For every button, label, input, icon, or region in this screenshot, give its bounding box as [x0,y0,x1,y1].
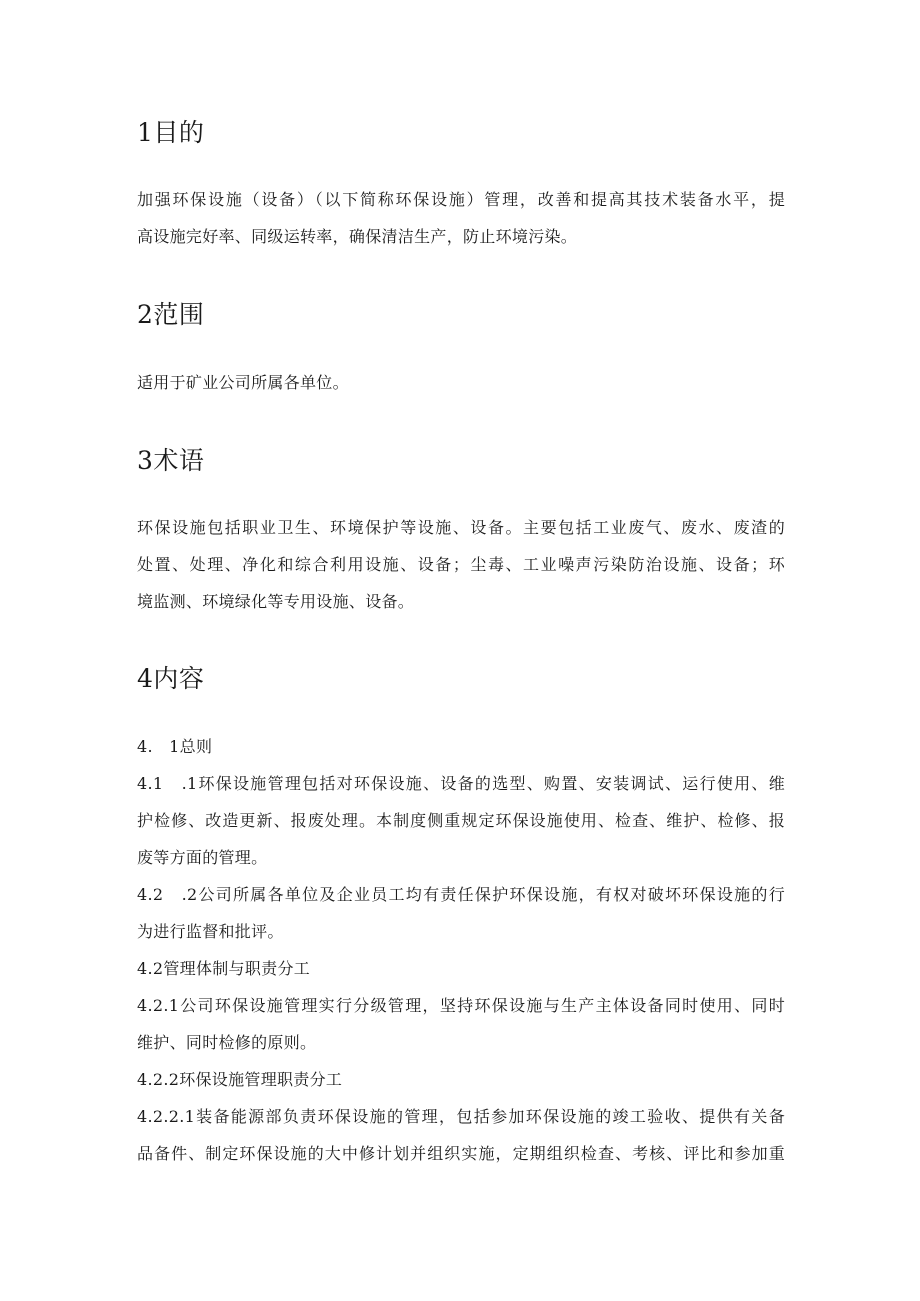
section-heading-terms: 3术语 [137,446,205,475]
subsection-heading: 4.2.2环保设施管理职责分工 [137,1070,343,1089]
paragraph-line: 4.2.1公司环保设施管理实行分级管理，坚持环保设施与生产主体设备同时使用、同时 [137,996,785,1015]
paragraph-line: 品备件、制定环保设施的大中修计划并组织实施，定期组织检查、考核、评比和参加重 [137,1144,785,1163]
paragraph-line: 高设施完好率、同级运转率，确保清洁生产，防止环境污染。 [137,227,578,246]
paragraph-line: 适用于矿业公司所属各单位。 [137,373,349,392]
paragraph-line: 为进行监督和批评。 [137,922,284,941]
subsection-heading: 4.2管理体制与职责分工 [137,959,311,978]
paragraph-line: 环保设施包括职业卫生、环境保护等设施、设备。主要包括工业废气、废水、废渣的 [137,518,785,537]
section-heading-purpose: 1目的 [137,118,205,147]
paragraph-line: 护检修、改造更新、报废处理。本制度侧重规定环保设施使用、检查、维护、检修、报 [137,811,785,830]
paragraph-line: 4.2.2.1装备能源部负责环保设施的管理，包括参加环保设施的竣工验收、提供有关备 [137,1107,785,1126]
paragraph-line: 加强环保设施（设备）（以下简称环保设施）管理，改善和提高其技术装备水平，提 [137,190,785,209]
paragraph-line: 4.1 .1环保设施管理包括对环保设施、设备的选型、购置、安装调试、运行使用、维 [137,774,785,793]
paragraph-line: 维护、同时检修的原则。 [137,1033,317,1052]
section-heading-scope: 2范围 [137,300,205,329]
subsection-heading: 4. 1总则 [137,737,213,756]
paragraph-line: 4.2 .2公司所属各单位及企业员工均有责任保护环保设施，有权对破坏环保设施的行 [137,885,785,904]
section-heading-content: 4内容 [137,664,205,693]
paragraph-line: 处置、处理、净化和综合利用设施、设备；尘毒、工业噪声污染防治设施、设备；环 [137,555,785,574]
paragraph-line: 废等方面的管理。 [137,848,268,867]
paragraph-line: 境监测、环境绿化等专用设施、设备。 [137,592,415,611]
